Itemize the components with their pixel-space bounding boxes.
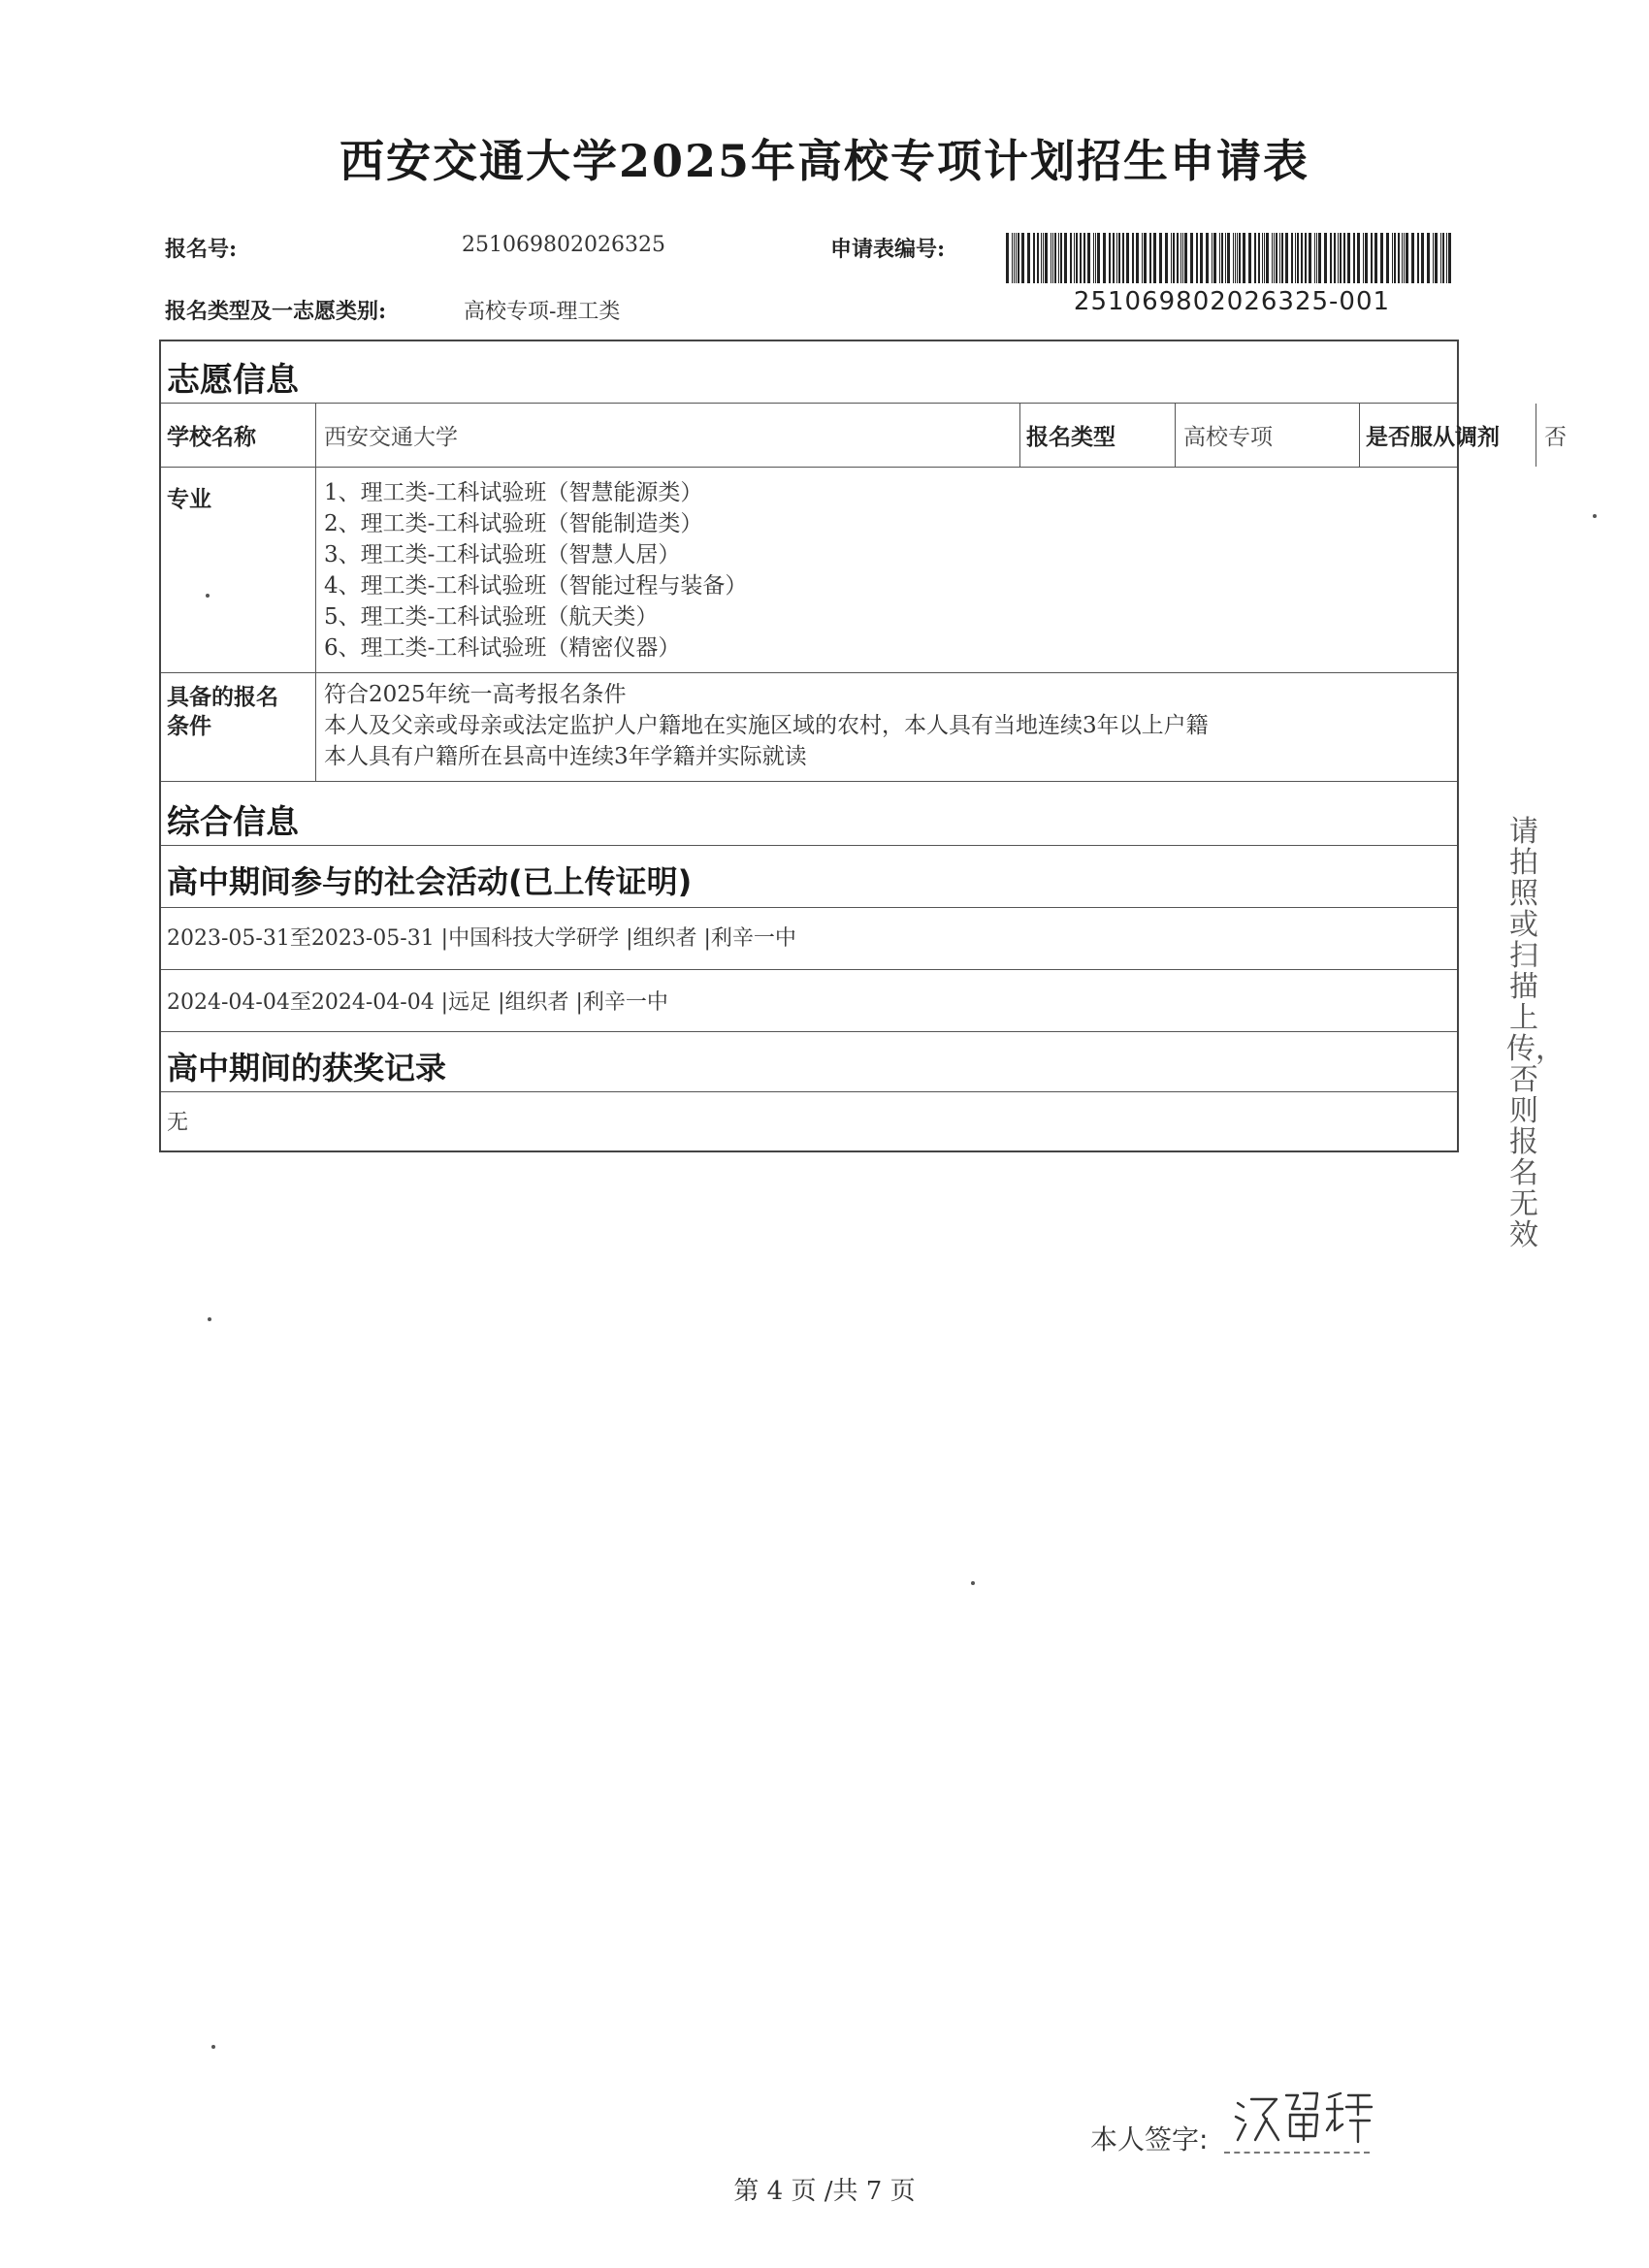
condition-item: 本人及父亲或母亲或法定监护人户籍地在实施区域的农村，本人具有当地连续3年以上户籍 [324,713,1209,738]
awards-value: 无 [167,1111,189,1135]
condition-item: 本人具有户籍所在县高中连续3年学籍并实际就读 [324,744,807,769]
wish-section-header [161,341,1457,404]
major-item: 3、理工类-工科试验班（智慧人居） [324,542,681,567]
awards-row [161,1092,1457,1150]
wish-section-title: 志愿信息 [167,361,299,400]
barcode-image [1004,233,1456,283]
school-name-label: 学校名称 [167,425,256,450]
form-number-label: 申请表编号: [830,237,946,262]
application-type-label: 报名类型及一志愿类别: [165,299,387,324]
major-item: 2、理工类-工科试验班（智能制造类） [324,511,703,536]
scan-speck [1593,514,1597,518]
barcode-number: 251069802026325-001 [1073,287,1391,316]
adjust-value: 否 [1544,425,1567,450]
upload-reminder-note: 请拍照或扫描上传，否则报名无效 [1506,815,1565,1252]
conditions-row [161,673,1457,782]
handwritten-signature [1232,2086,1377,2144]
registration-number-value: 251069802026325 [462,233,665,257]
apply-type-value: 高校专项 [1183,425,1273,450]
activity-row [161,908,1457,970]
major-item: 4、理工类-工科试验班（智能过程与装备） [324,573,748,599]
apply-type-label: 报名类型 [1026,425,1116,450]
majors-list [316,468,1457,672]
signature-underline [1224,2152,1370,2154]
conditions-list [316,673,1457,781]
major-item: 1、理工类-工科试验班（智慧能源类） [324,480,703,505]
activities-title: 高中期间参与的社会活动(已上传证明) [167,863,693,900]
activities-header [161,846,1457,908]
signature-label: 本人签字: [1090,2123,1209,2155]
condition-item: 符合2025年统一高考报名条件 [324,682,627,707]
awards-title: 高中期间的获奖记录 [167,1050,447,1086]
scan-speck [206,594,210,598]
activity-item: 2023-05-31至2023-05-31 |中国科技大学研学 |组织者 |利辛一中 [167,926,796,951]
school-name-value: 西安交通大学 [324,425,458,450]
application-type-value: 高校专项-理工类 [464,300,621,324]
form-title: 西安交通大学2025年高校专项计划招生申请表 [339,135,1310,187]
activity-item: 2024-04-04至2024-04-04 |远足 |组织者 |利辛一中 [167,990,668,1015]
activity-row [161,970,1457,1032]
scan-speck [211,2045,215,2049]
majors-row [161,468,1457,673]
major-item: 6、理工类-工科试验班（精密仪器） [324,635,681,661]
conditions-label: 具备的报名条件 [167,685,278,739]
page-footer: 第 4 页 /共 7 页 [733,2177,916,2206]
school-info-row [161,404,1567,468]
registration-number-label: 报名号: [165,237,238,262]
major-item: 5、理工类-工科试验班（航天类） [324,604,659,630]
adjust-label: 是否服从调剂 [1366,425,1500,450]
scan-speck [971,1581,975,1585]
comprehensive-section-header [161,782,1457,846]
comprehensive-section-title: 综合信息 [167,803,299,842]
scan-speck [208,1317,211,1321]
awards-header [161,1032,1457,1092]
major-label: 专业 [167,487,211,512]
